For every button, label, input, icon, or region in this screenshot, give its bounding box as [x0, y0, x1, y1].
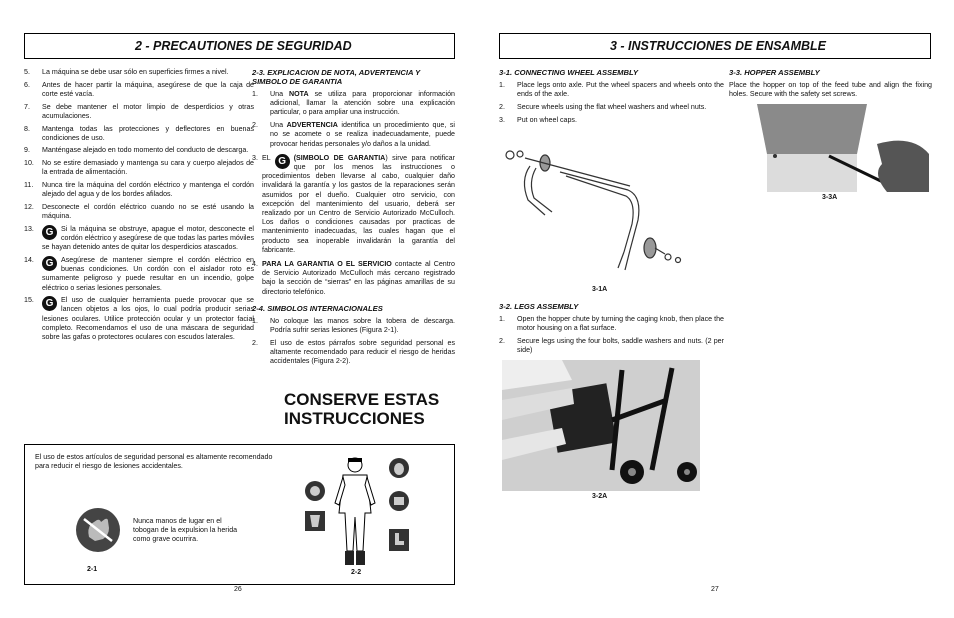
list-item: 1. No coloque las manos sobre la tobera de descarga. Podría sufrir serias lesiones (Figura 2-1).: [252, 316, 455, 334]
warranty-g-icon: G: [42, 225, 57, 240]
heading-2-3: 2-3. EXPLICACION DE NOTA, ADVERTENCIA Y SIMBOLO DE GARANTIA: [252, 68, 421, 86]
legs-assembly-section: [499, 302, 724, 359]
axle-assembly-drawing: [500, 140, 720, 285]
list-item: 8. Mantenga todas las protecciones y deflectores en buenas condiciones de uso.: [24, 124, 254, 142]
warranty-g-icon: G: [42, 256, 57, 271]
list-item: 6. Antes de hacer partir la máquina, asegúrese de que la caja de corte esté vacía.: [24, 80, 254, 98]
page-number-left: 26: [234, 586, 242, 593]
list-item: 9. Manténgase alejado en todo momento del conducto de descarga.: [24, 146, 249, 155]
list-item: 2. Secure legs using the four bolts, saddle washers and nuts. (2 per side): [499, 336, 724, 355]
list-item: 4. PARA LA GARANTIA O EL SERVICIO contacte al Centro de Servicio Autorizado McCulloch más cercano registrado bajo la sección de “sierras” en las páginas amarillas de su directorio telefónico.: [252, 259, 455, 296]
wheel-assembly-section: [499, 68, 724, 128]
list-item: 2. Secure wheels using the flat wheel washers and wheel nuts.: [499, 102, 707, 111]
no-hands-icon: [75, 507, 121, 553]
left-section-header: [24, 33, 455, 59]
legs-assembly-photo: [502, 360, 700, 491]
list-item: 14. G Asegúrese de mantener siempre el cordón eléctrico en buenas condiciones. Un cordón con el aislador roto es sumamente peligroso y puede resultar en un incendio, golpe eléctrico o serias lesiones personales.: [24, 255, 254, 292]
figure-label-3-2a: 3-2A: [592, 493, 608, 500]
list-item: 2. El uso de estos párrafos sobre seguridad personal es altamente recomendado para reducir el riesgo de heridas accidentales (Figura 2-2).: [252, 338, 455, 366]
list-item: 3. EL G (SIMBOLO DE GARANTIA) sirve para notificar que por los menos las instrucciones o procedimientos deben llevarse al cabo, cualquier daño invalidará la garantía y los gastos de la reparaciones serán asumidos por el dueño. Cualquier otro servicio, con excepción del mantenimiento del usuario, deberá ser realizado por un Centro de Servicio Autorizado McCulloch. Los daños o condiciones causadas por practicas de mantenimiento inadecuadas, las cuales hagan que el producto sea inoperable invalidarán la garantía del fabricante.: [252, 153, 455, 254]
conserve-heading: CONSERVE ESTAS INSTRUCCIONES: [284, 390, 440, 428]
list-item: 2. Una ADVERTENCIA identifica un procedimiento que, si no se acomete o se realiza inadecuadamente, puede provocar heridas personales y/o daños a la unidad.: [252, 121, 456, 148]
list-item: 11. Nunca tire la máquina del cordón eléctrico y mantenga el cordón alejado del agua y de los bordes afilados.: [24, 181, 254, 199]
figure-label-2-2: 2-2: [351, 569, 362, 576]
list-item: 13. G Si la máquina se obstruye, apague el motor, desconecte el cordón eléctrico y asegúrese de que todas las partes móviles se hayan detenido antes de quitar los desperdicios atascados.: [24, 224, 254, 252]
warranty-column: [252, 68, 455, 370]
safety-gear-figure: [303, 453, 413, 571]
left-section-title: 2 - PRECAUTIONES DE SEGURIDAD: [135, 39, 352, 53]
figure-label-3-1a: 3-1A: [592, 286, 608, 293]
warranty-g-icon: G: [275, 154, 290, 169]
list-item: 1. Open the hopper chute by turning the caging knob, then place the motor housing on a flat surface.: [499, 315, 724, 333]
hopper-instructions: Place the hopper on top of the feed tube and align the fixing holes. Secure with the safety set screws.: [729, 81, 932, 99]
figure-label-3-3a: 3-3A: [822, 194, 838, 201]
safety-box: [24, 444, 455, 585]
list-item: 3. Put on wheel caps.: [499, 115, 577, 124]
hand-warning-text: Nunca manos de lugar en el tobogan de la expulsion la herida como grave ocurrira.: [133, 517, 238, 544]
heading-2-4: 2-4. SIMBOLOS INTERNACIONALES: [252, 303, 383, 313]
list-item: 15. G El uso de cualquier herramienta puede provocar que se lancen objetos a los ojos, lo cual podría producir serias lesiones oculares. Utilice protección ocular y un protector facial completo. Recomendamos el uso de una máscara de seguridad sobre las gafas o protectores oculares con escudos laterales.: [24, 296, 254, 342]
hopper-assembly-section: [729, 68, 932, 99]
list-item: 1. Una NOTA se utiliza para proporcionar información adicional, llamar la atención sobre una explicación particular, o para ampliar una instrucción.: [252, 90, 455, 117]
list-item: 5. La máquina se debe usar sólo en superficies firmes a nivel.: [24, 68, 229, 76]
safety-box-text: El uso de estos artículos de seguridad personal es altamente recomendado para reducir el riesgo de lesiones accidentales.: [35, 453, 273, 471]
list-item: 7. Se debe mantener el motor limpio de desperdicios y otras acumulaciones.: [24, 102, 254, 120]
figure-label-2-1: 2-1: [87, 566, 98, 573]
left-precautions-column: [24, 68, 254, 346]
hopper-assembly-photo: [737, 104, 929, 192]
warranty-g-icon: G: [42, 296, 57, 311]
heading-3-1: 3-1. CONNECTING WHEEL ASSEMBLY: [499, 68, 639, 77]
right-section-header: [499, 33, 931, 59]
page-number-right: 27: [711, 586, 719, 593]
heading-3-2: 3-2. LEGS ASSEMBLY: [499, 302, 579, 311]
list-item: 10. No se estire demasiado y mantenga su cara y cuerpo alejados de la entrada de alimentación.: [24, 159, 254, 177]
list-item: 12. Desconecte el cordón eléctrico cuando no se esté usando la máquina.: [24, 202, 254, 221]
heading-3-3: 3-3. HOPPER ASSEMBLY: [729, 68, 820, 77]
list-item: 1. Place legs onto axle. Put the wheel spacers and wheels onto the ends of the axle.: [499, 81, 724, 99]
right-section-title: 3 - INSTRUCCIONES DE ENSAMBLE: [610, 39, 826, 53]
